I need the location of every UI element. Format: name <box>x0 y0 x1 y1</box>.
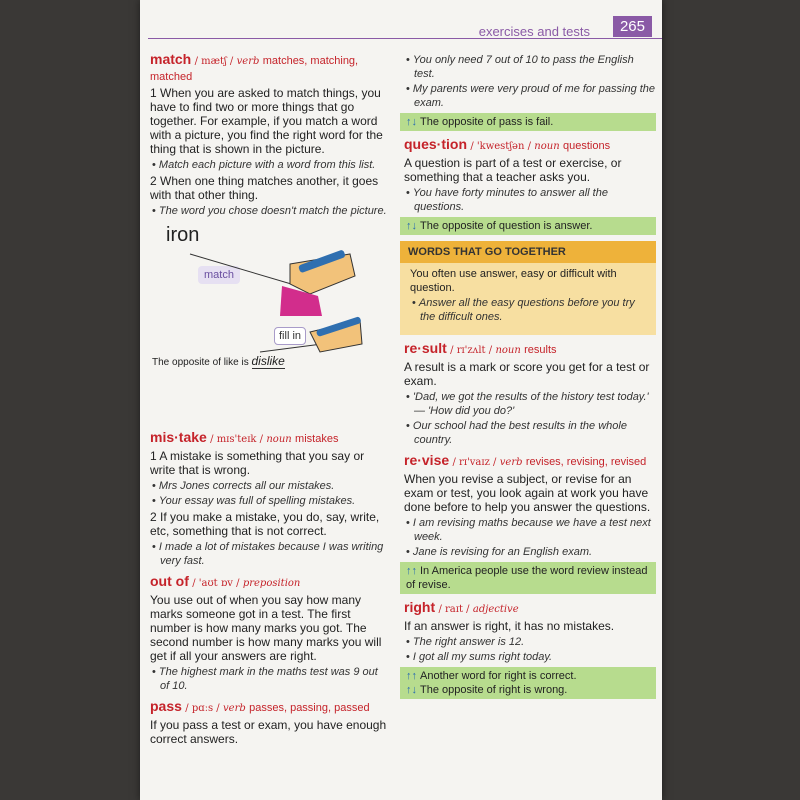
right-column <box>404 52 656 705</box>
running-title: exercises and tests <box>478 24 590 39</box>
entry-question <box>404 137 656 235</box>
example: • I am revising maths because we have a test next week. <box>404 516 656 544</box>
inflections: questions <box>562 140 611 152</box>
entry-result <box>404 341 656 447</box>
headword: mis·take <box>150 429 207 445</box>
part-of-speech: verb <box>236 56 260 67</box>
pronunciation: / rɪ'vaɪz / <box>452 457 497 468</box>
opposite-note <box>400 217 656 235</box>
illus-caption-text: The opposite of like is <box>152 357 249 368</box>
note-text: In America people use the word review instead of revise. <box>406 565 648 591</box>
entry-out-of <box>150 574 390 693</box>
pronunciation: / pɑːs / <box>185 703 220 714</box>
page-number: 265 <box>613 16 652 37</box>
pronunciation: / mɪs'teɪk / <box>210 434 264 445</box>
synonym-antonym-note <box>400 667 656 699</box>
example: • I got all my sums right today. <box>404 650 656 664</box>
box-body <box>400 263 656 329</box>
inflections: results <box>524 344 557 356</box>
example: • Your essay was full of spelling mistakes. <box>150 494 390 508</box>
note-text: The opposite of pass is fail. <box>420 116 554 128</box>
sense-2: 2 When one thing matches another, it goes with that other thing. <box>150 174 379 202</box>
definition: A result is a mark or score you get for a test or exam. <box>404 360 650 388</box>
opposite-arrows-icon: ↑↓ <box>406 116 417 128</box>
example: • Mrs Jones corrects all our mistakes. <box>150 479 390 493</box>
example: • The word you chose doesn't match the picture. <box>150 204 390 218</box>
same-meaning-arrows-icon: ↑↑ <box>406 670 417 682</box>
entry-mistake <box>150 430 390 568</box>
headword: match <box>150 51 192 67</box>
pronunciation: / 'aʊt ɒv / <box>192 578 240 589</box>
note-text: The opposite of right is wrong. <box>420 684 568 696</box>
definition: When you revise a subject, or revise for an exam or test, you look again at work you have done before to help you answer the questions. <box>404 472 651 514</box>
illus-label-match: match <box>198 266 240 284</box>
inflections: mistakes <box>295 433 339 445</box>
part-of-speech: verb <box>499 457 523 468</box>
box-text: You often use answer, easy or difficult with question. <box>410 268 617 294</box>
headword: ques·tion <box>404 136 467 152</box>
definition: A question is part of a test or exercise, or something that a teacher asks you. <box>404 156 622 184</box>
note-text: Another word for right is correct. <box>420 670 577 682</box>
american-note <box>400 562 656 594</box>
example: • My parents were very proud of me for passing the exam. <box>404 82 656 110</box>
inflections: matches, matching, matched <box>150 55 359 83</box>
same-meaning-arrows-icon: ↑↑ <box>406 565 417 577</box>
opposite-note <box>400 113 656 131</box>
illus-label-fill-in: fill in <box>274 327 306 345</box>
entry-revise <box>404 453 656 594</box>
sense-1: 1 When you are asked to match things, you have to find two or more things that go together. For example, if you match a word with a picture, you find the right word for the thing that is shown in the picture. <box>150 86 383 156</box>
part-of-speech: noun <box>534 141 560 152</box>
page-header <box>140 0 662 44</box>
sense-2: 2 If you make a mistake, you do, say, write, etc, something that is not correct. <box>150 510 380 538</box>
sense-1: 1 A mistake is something that you say or write that is wrong. <box>150 449 365 477</box>
illustration <box>150 224 390 424</box>
hands-drawing <box>150 224 390 424</box>
part-of-speech: noun <box>495 345 521 356</box>
part-of-speech: verb <box>223 703 246 714</box>
example: • The right answer is 12. <box>404 635 656 649</box>
entry-pass <box>150 699 390 746</box>
part-of-speech: preposition <box>242 578 301 589</box>
illus-word-iron: iron <box>166 224 200 246</box>
example: • Jane is revising for an English exam. <box>404 545 656 559</box>
words-that-go-together-box <box>400 241 656 335</box>
inflections: passes, passing, passed <box>249 702 370 714</box>
pronunciation: / 'kwestʃən / <box>470 141 531 152</box>
opposite-arrows-icon: ↑↓ <box>406 220 417 232</box>
left-column <box>150 52 390 752</box>
headword: re·vise <box>404 452 450 468</box>
headword: re·sult <box>404 340 447 356</box>
inflections: revises, revising, revised <box>525 456 647 468</box>
definition: If you pass a test or exam, you have enough correct answers. <box>150 718 387 746</box>
illus-caption-word: dislike <box>251 354 285 368</box>
headword: pass <box>150 698 182 714</box>
example: • The highest mark in the maths test was 9 out of 10. <box>150 665 390 693</box>
entry-match <box>150 52 390 218</box>
pronunciation: / rɪ'zʌlt / <box>450 345 493 356</box>
opposite-arrows-icon: ↑↓ <box>406 684 417 696</box>
illus-caption <box>152 354 285 370</box>
box-title: WORDS THAT GO TOGETHER <box>400 241 656 263</box>
note-text: The opposite of question is answer. <box>420 220 593 232</box>
dictionary-page <box>140 0 662 800</box>
pronunciation: / mætʃ / <box>194 56 234 67</box>
example: • Match each picture with a word from this list. <box>150 158 390 172</box>
entry-right <box>404 600 656 699</box>
part-of-speech: noun <box>266 434 292 445</box>
example: • Our school had the best results in the whole country. <box>404 419 656 447</box>
definition: You use out of when you say how many marks someone got in a test. The first number is how many marks you got. The second number is how many marks you will get if all your answers are right. <box>150 593 382 663</box>
part-of-speech: adjective <box>472 604 519 615</box>
example: • 'Dad, we got the results of the history test today.' — 'How did you do?' <box>404 390 656 418</box>
definition: If an answer is right, it has no mistakes. <box>404 619 615 633</box>
pronunciation: / raɪt / <box>438 604 470 615</box>
example: • You have forty minutes to answer all the questions. <box>404 186 656 214</box>
headword: out of <box>150 573 189 589</box>
example: • You only need 7 out of 10 to pass the English test. <box>404 53 656 81</box>
antonym-line <box>406 683 650 697</box>
example: • I made a lot of mistakes because I was writing very fast. <box>150 540 390 568</box>
synonym-line <box>406 669 650 683</box>
headword: right <box>404 599 436 615</box>
entry-pass-continued <box>404 53 656 131</box>
box-example: • Answer all the easy questions before you try the difficult ones. <box>410 296 646 324</box>
